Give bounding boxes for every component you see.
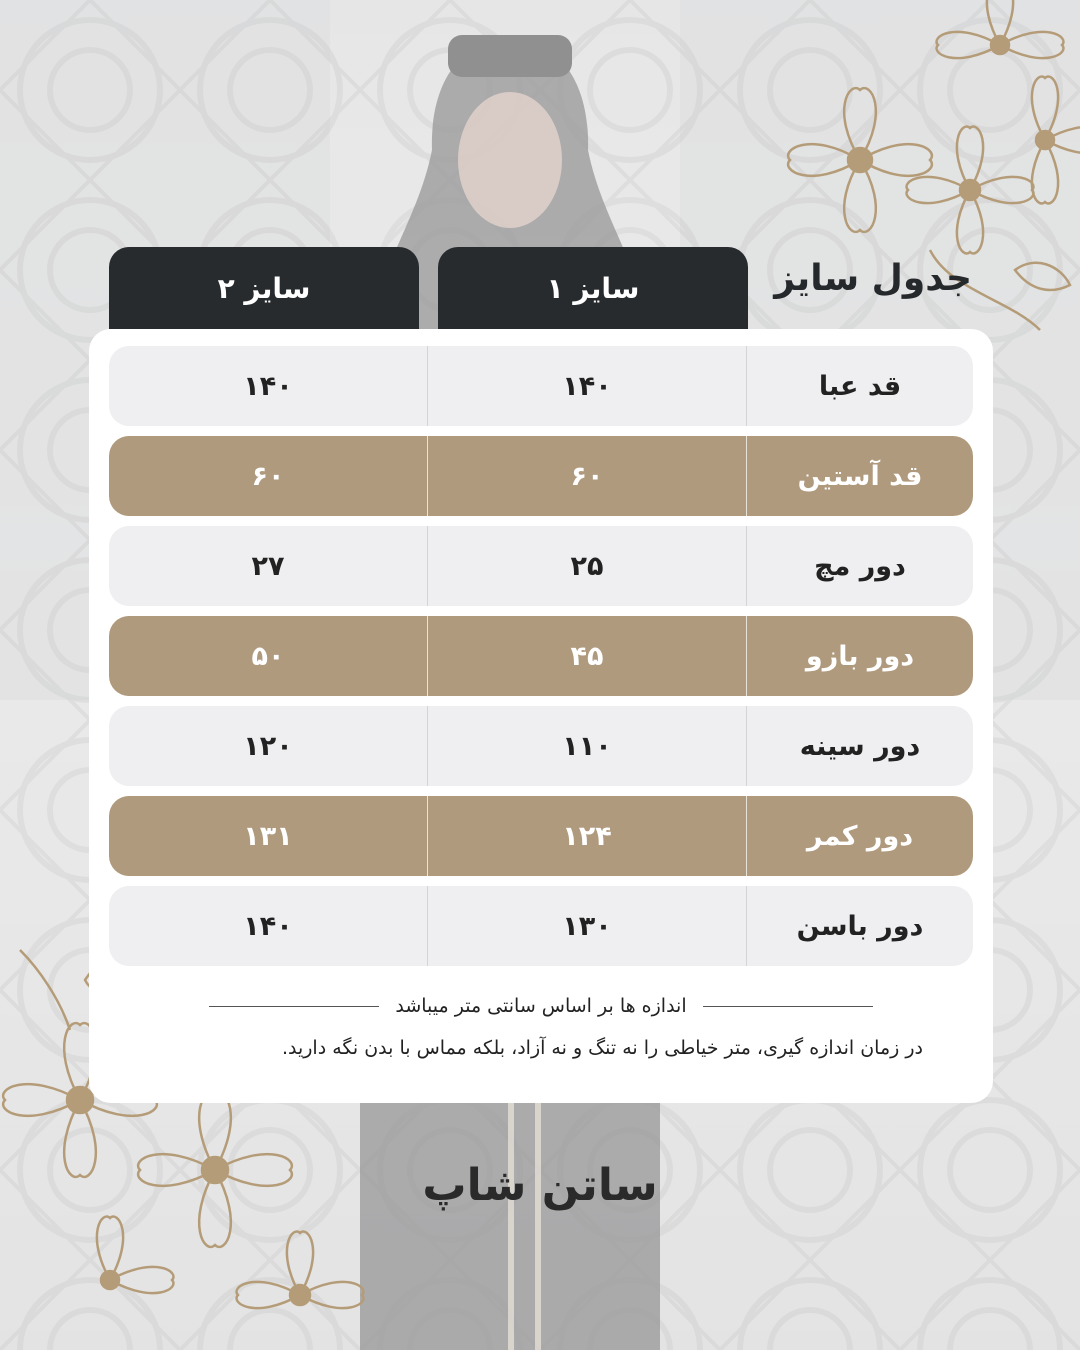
size2-value: ۱۳۱ [109,796,428,876]
size1-value: ۱۲۴ [428,796,747,876]
table-row [109,706,973,786]
units-note [89,995,993,1017]
measurement-label: قد عبا [818,370,902,402]
size-table-card [89,329,993,1103]
size1-value: ۶۰ [428,436,747,516]
table-row [109,886,973,966]
table-row [109,796,973,876]
measurement-label: دور باسن [796,910,924,942]
size2-value: ۱۲۰ [109,706,428,786]
measurement-label: دور سینه [799,730,921,762]
size2-value: ۵۰ [109,616,428,696]
table-row [109,436,973,516]
size1-value: ۱۴۰ [428,346,747,426]
measuring-note: در زمان اندازه گیری، متر خیاطی را نه تنگ و نه آزاد، بلکه مماس با بدن نگه دارید. [281,1037,923,1059]
brand-logo: ساتن شاپ [422,1160,658,1211]
divider-line [209,1006,379,1007]
size1-value: ۲۵ [428,526,747,606]
size2-value: ۲۷ [109,526,428,606]
divider-line [703,1006,873,1007]
units-note-text: اندازه ها بر اساس سانتی متر میباشد [395,995,687,1017]
size2-value: ۶۰ [109,436,428,516]
measurement-label: قد آستین [797,460,923,492]
page-title: جدول سایز [774,258,972,299]
measurement-label: دور کمر [806,820,914,852]
column-header-size1: سایز ۱ [438,247,748,329]
measurement-label: دور مچ [814,550,906,582]
table-row [109,526,973,606]
table-row [109,346,973,426]
size1-value: ۴۵ [428,616,747,696]
size2-value: ۱۴۰ [109,886,428,966]
size2-value: ۱۴۰ [109,346,428,426]
size1-value: ۱۱۰ [428,706,747,786]
measurement-label: دور بازو [805,640,915,672]
size1-value: ۱۳۰ [428,886,747,966]
column-header-size2: سایز ۲ [109,247,419,329]
table-row [109,616,973,696]
